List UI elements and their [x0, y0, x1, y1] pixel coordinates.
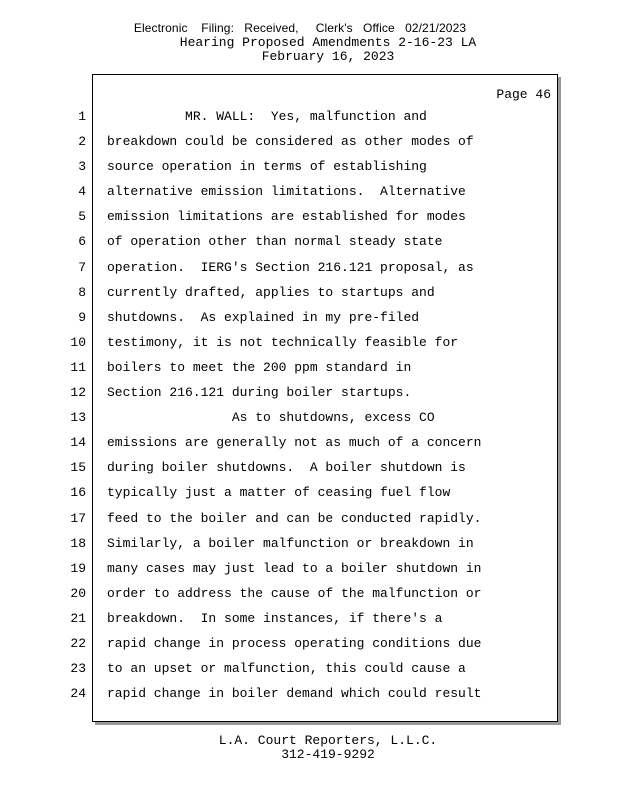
- transcript-line: of operation other than normal steady state: [107, 234, 443, 250]
- line-number: 15: [70, 460, 86, 476]
- line-number: 11: [70, 359, 86, 375]
- line-number: 16: [70, 485, 86, 501]
- transcript-line: As to shutdowns, excess CO: [107, 410, 435, 426]
- line-number: 6: [78, 234, 86, 250]
- line-number: 24: [70, 686, 86, 702]
- transcript-line: breakdown could be considered as other modes of: [107, 134, 474, 150]
- line-number: 18: [70, 535, 86, 551]
- transcript-line: shutdowns. As explained in my pre-filed: [107, 309, 420, 325]
- line-number: 1: [78, 109, 86, 124]
- line-number: 21: [70, 610, 86, 626]
- transcript-line: rapid change in boiler demand which could result: [107, 686, 482, 702]
- transcript-line: many cases may just lead to a boiler shutdown in: [107, 560, 482, 576]
- filing-stamp: Electronic Filing: Received, Clerk's Office 02/21/2023: [133, 21, 467, 35]
- transcript-line: alternative emission limitations. Alternative: [107, 184, 466, 200]
- transcript-line: typically just a matter of ceasing fuel flow: [107, 485, 451, 501]
- document-date: February 16, 2023: [261, 49, 395, 64]
- line-number: 7: [78, 259, 86, 275]
- transcript-line: Section 216.121 during boiler startups.: [107, 385, 412, 401]
- line-number: 4: [78, 184, 86, 200]
- footer-company: L.A. Court Reporters, L.L.C.: [218, 733, 438, 748]
- transcript-line: to an upset or malfunction, this could cause a: [107, 661, 466, 677]
- line-number: 12: [70, 385, 86, 401]
- line-number: 5: [78, 209, 86, 225]
- line-number: 20: [70, 585, 86, 601]
- line-number: 8: [78, 284, 86, 300]
- line-number: 23: [70, 661, 86, 677]
- transcript-line: boilers to meet the 200 ppm standard in: [107, 359, 412, 375]
- document-title: Hearing Proposed Amendments 2-16-23 LA: [179, 35, 477, 50]
- line-number: 9: [78, 309, 86, 325]
- transcript-line: feed to the boiler and can be conducted rapidly.: [107, 510, 482, 526]
- footer-phone: 312-419-9292: [281, 747, 375, 762]
- line-number: 17: [70, 510, 86, 526]
- transcript-line: currently drafted, applies to startups and: [107, 284, 435, 300]
- transcript-line: emissions are generally not as much of a concern: [107, 435, 482, 451]
- line-number: 22: [70, 635, 86, 651]
- transcript-line: breakdown. In some instances, if there's a: [107, 610, 443, 626]
- transcript-line: source operation in terms of establishing: [107, 159, 427, 175]
- line-number: 10: [70, 334, 86, 350]
- transcript-line: operation. IERG's Section 216.121 proposal, as: [107, 259, 474, 275]
- page-number: Page 46: [496, 87, 551, 102]
- transcript-line: emission limitations are established for modes: [107, 209, 466, 225]
- line-number-column: [60, 110, 86, 712]
- transcript-line: during boiler shutdowns. A boiler shutdown is: [107, 460, 466, 476]
- transcript-text: [107, 110, 552, 712]
- transcript-line: MR. WALL: Yes, malfunction and: [107, 109, 427, 124]
- line-number: 13: [70, 410, 86, 426]
- line-number: 3: [78, 159, 86, 175]
- transcript-line: Similarly, a boiler malfunction or breakdown in: [107, 535, 474, 551]
- line-number: 14: [70, 435, 86, 451]
- transcript-line: order to address the cause of the malfunction or: [107, 585, 482, 601]
- transcript-line: rapid change in process operating conditions due: [107, 635, 482, 651]
- transcript-line: testimony, it is not technically feasible for: [107, 334, 459, 350]
- line-number: 19: [70, 560, 86, 576]
- line-number: 2: [78, 134, 86, 150]
